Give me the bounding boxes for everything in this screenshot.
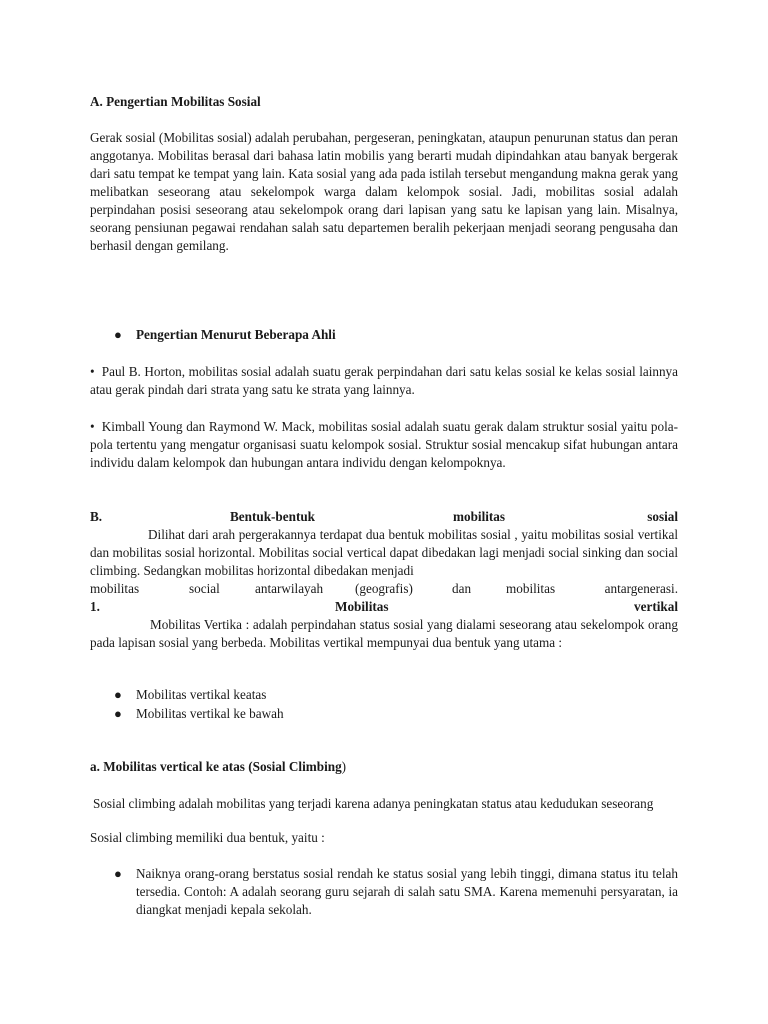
bullet-icon: ● [114,327,122,342]
bullet-icon: ● [114,687,122,702]
bullet-icon: ● [114,706,122,721]
climbing-heading-paren: ) [341,759,347,774]
horton-definition [90,363,678,399]
section-b-heading [90,508,678,526]
last-line-word: antargenerasi. [604,581,678,596]
vertical-word-2: vertikal [634,599,678,614]
climbing-heading [90,758,678,776]
section-b-letter: B. [90,509,103,524]
experts-heading: Pengertian Menurut Beberapa Ahli [136,327,336,342]
section-b-word-3: sosial [647,509,678,524]
young-text: Kimball Young dan Raymond W. Mack, mobilitas sosial adalah suatu gerak dalam struktur sosial yaitu pola-pola tertentu yang mengatur organisasi suatu kelompok sosial. Struktur sosial mencakup sifat hubungan antara individu dalam kelompok dan hubungan antara individu dengan kelompoknya. [90,419,678,470]
last-line-word: (geografis) [355,581,413,596]
bullet-icon: ● [114,866,122,881]
vertical-paragraph: Mobilitas Vertika : adalah perpindahan status sosial yang dialami seseorang atau sekelompok orang pada lapisan sosial yang berbeda. Mobilitas vertikal mempunyai dua bentuk yang utama : [90,617,678,650]
climbing-intro: Sosial climbing adalah mobilitas yang terjadi karena adanya peningkatan status atau kedudukan seseorang [93,796,654,811]
climbing-forms: Sosial climbing memiliki dua bentuk, yaitu : [90,830,325,845]
last-line-word: mobilitas [90,581,140,596]
young-definition [90,418,678,472]
horton-text: Paul B. Horton, mobilitas sosial adalah suatu gerak perpindahan dari satu kelas sosial ke kelas sosial lainnya atau gerak pindah dari strata yang satu ke strata yang lainnya. [90,364,679,397]
vertical-number: 1. [90,599,100,614]
last-line-word: mobilitas [506,581,556,596]
vertical-word-1: Mobilitas [335,599,389,614]
last-line-word: antarwilayah [255,581,324,596]
bullet-icon: • [90,419,102,434]
vertical-item-label: Mobilitas vertikal keatas [136,687,267,702]
last-line-word: social [189,581,220,596]
climbing-item-text: Naiknya orang-orang berstatus sosial rendah ke status sosial yang lebih tinggi, dimana status itu telah tersedia. Contoh: A adalah seorang guru sejarah di salah satu SMA. Karena memenuhi persyaratan, ia diangkat menjadi kepala sekolah. [136,866,678,917]
section-b-paragraph: Dilihat dari arah pergerakannya terdapat dua bentuk mobilitas sosial , yaitu mobilitas sosial vertikal dan mobilitas sosial horizontal. Mobilitas social vertical dapat dibedakan lagi menjadi social sinking dan social climbing. Sedangkan mobilitas horizontal dibedakan menjadi [90,527,678,578]
section-b-word-2: mobilitas [453,509,506,524]
section-a-heading: A. Pengertian Mobilitas Sosial [90,94,261,109]
section-b-word-1: Bentuk-bentuk [230,509,316,524]
section-a-paragraph: Gerak sosial (Mobilitas sosial) adalah perubahan, pergeseran, peningkatan, ataupun penurunan status dan peran anggotanya. Mobilitas berasal dari bahasa latin mobilis yang berarti mudah dipindahkan atau banyak bergerak dari satu tempat ke tempat yang lain. Kata sosial yang ada pada istilah tersebut mengandung makna gerak yang melibatkan seseorang atau sekelompok warga dalam kelompok sosial. Jadi, mobilitas sosial adalah perpindahan posisi seseorang atau sekelompok orang dari lapisan yang satu ke lapisan yang lain. Misalnya, seorang pensiunan pegawai rendahan salah satu departemen beralih pekerjaan menjadi seorang pengusaha dan berhasil dengan gemilang. [90,130,678,253]
section-b-last-line [90,580,678,598]
vertical-heading [90,598,678,616]
bullet-icon: • [90,364,102,379]
vertical-item-label: Mobilitas vertikal ke bawah [136,706,284,721]
last-line-word: dan [452,581,472,596]
climbing-heading-text: a. Mobilitas vertical ke atas (Sosial Climbing [90,759,342,774]
